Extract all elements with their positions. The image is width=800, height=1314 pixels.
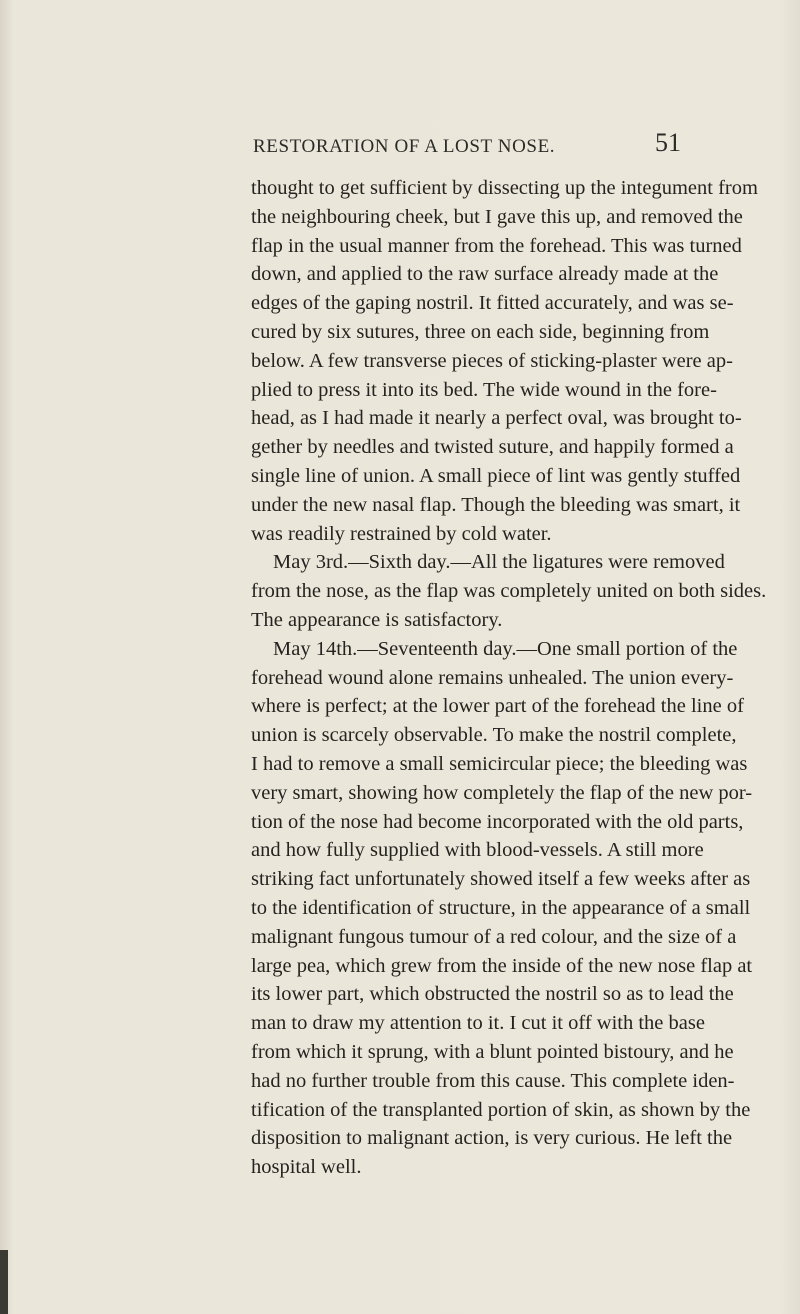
text-line: May 3rd.—Sixth day.—All the ligatures were removed [273,551,725,574]
running-title: RESTORATION OF A LOST NOSE. [253,136,556,157]
text-line: striking fact unfortunately showed itself a few weeks after as [251,868,751,891]
text-line: I had to remove a small semicircular piece; the bleeding was [251,752,748,775]
text-line: hospital well. [251,1156,362,1179]
text-line: tion of the nose had become incorporated with the old parts, [251,810,744,833]
text-line: flap in the usual manner from the forehead. This was turned [251,234,742,257]
text-line: forehead wound alone remains unhealed. The union every- [251,666,734,689]
text-line: under the new nasal flap. Though the bleeding was smart, it [251,493,741,516]
text-line: tification of the transplanted portion of skin, as shown by the [251,1098,751,1121]
text-line: gether by needles and twisted suture, and happily formed a [251,436,734,459]
text-line: plied to press it into its bed. The wide wound in the fore- [251,378,717,401]
text-line: had no further trouble from this cause. This complete iden- [251,1069,735,1092]
text-line: down, and applied to the raw surface already made at the [251,263,719,286]
text-line: its lower part, which obstructed the nostril so as to lead the [251,983,734,1006]
text-line: head, as I had made it nearly a perfect oval, was brought to- [251,407,742,430]
text-line: man to draw my attention to it. I cut it off with the base [251,1012,705,1035]
page-edge-shadow [0,1250,8,1314]
text-line: where is perfect; at the lower part of the forehead the line of [251,695,744,718]
text-line: single line of union. A small piece of lint was gently stuffed [251,464,741,487]
text-line: was readily restrained by cold water. [251,522,552,545]
text-line: below. A few transverse pieces of sticking-plaster were ap- [251,349,733,372]
text-line: thought to get sufficient by dissecting up the integument from [251,177,758,199]
text-line: disposition to malignant action, is very curious. He left the [251,1127,733,1150]
text-line: edges of the gaping nostril. It fitted accurately, and was se- [251,292,734,315]
text-line: malignant fungous tumour of a red colour, and the size of a [251,925,737,948]
text-line: and how fully supplied with blood-vessels. A still more [251,839,704,862]
text-line: to the identification of structure, in the appearance of a small [251,896,751,919]
text-line: union is scarcely observable. To make the nostril complete, [251,724,737,747]
text-line: very smart, showing how completely the flap of the new por- [251,781,753,804]
text-line: The appearance is satisfactory. [251,608,503,631]
text-line: May 14th.—Seventeenth day.—One small portion of the [273,637,738,660]
body-text [251,174,767,1182]
text-line: large pea, which grew from the inside of the new nose flap at [251,954,753,977]
text-line: from the nose, as the flap was completely united on both sides. [251,580,767,603]
page-number: 51 [655,128,681,157]
text-line: the neighbouring cheek, but I gave this up, and removed the [251,205,743,228]
text-line: cured by six sutures, three on each side, beginning from [251,320,710,343]
text-line: from which it sprung, with a blunt pointed bistoury, and he [251,1040,734,1063]
